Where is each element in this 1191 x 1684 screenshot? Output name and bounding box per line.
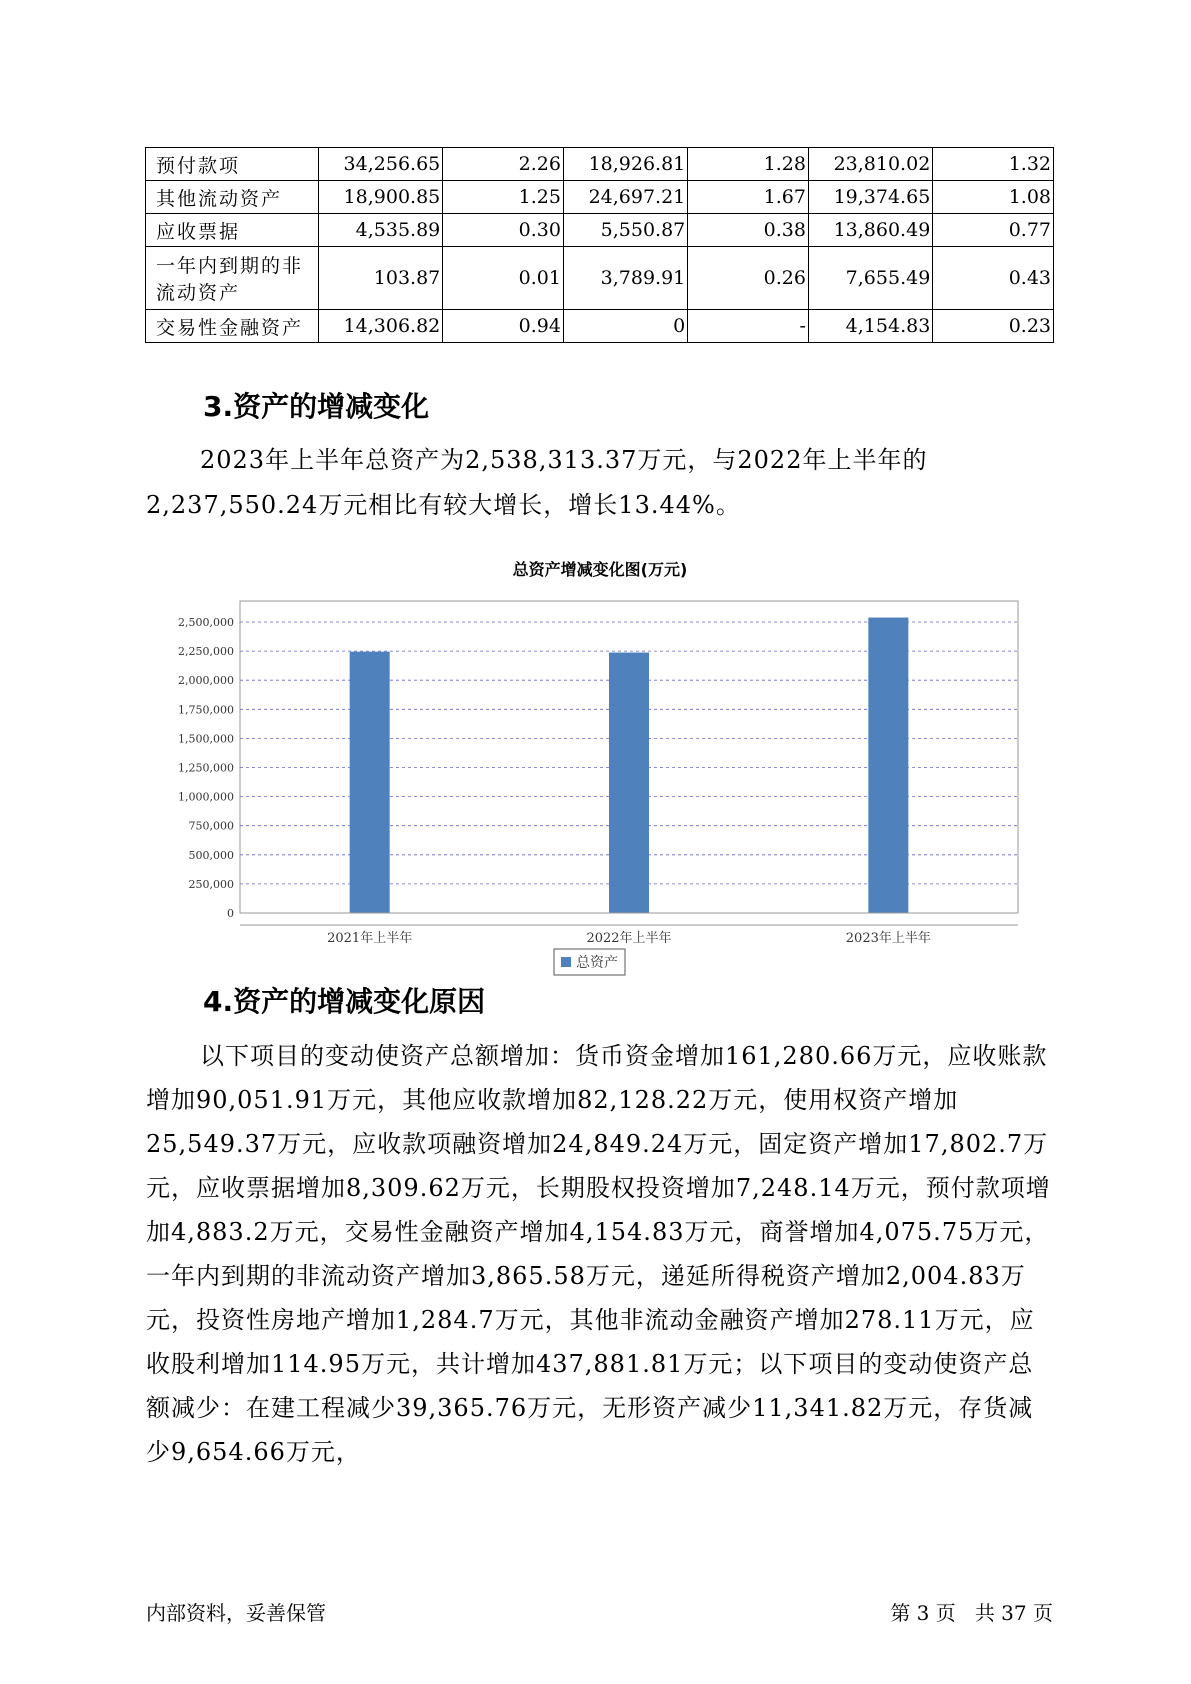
section4-heading: 4.资产的增减变化原因 <box>203 985 486 1018</box>
chart-svg <box>160 550 1040 1020</box>
y-tick-label: 1,000,000 <box>178 790 234 804</box>
section3-paragraph: 2023年上半年总资产为2,538,313.37万元，与2022年上半年的2,237,550.24万元相比有较大增长，增长13.44%。 <box>146 446 928 519</box>
table-cell: 34,256.65 <box>318 148 442 181</box>
table-cell: 0.77 <box>933 214 1054 247</box>
x-tick-label: 2021年上半年 <box>327 931 413 946</box>
legend-label: 总资产 <box>576 955 618 971</box>
footer-left: 内部资料，妥善保管 <box>146 1601 326 1625</box>
table-cell: 4,535.89 <box>318 214 442 247</box>
table-cell: 18,900.85 <box>318 181 442 214</box>
y-tick-label: 2,250,000 <box>178 645 234 659</box>
chart-title: 总资产增减变化图(万元) <box>512 560 688 579</box>
x-tick-label: 2022年上半年 <box>586 931 672 946</box>
total-assets-chart <box>160 550 1040 1020</box>
table-cell: 7,655.49 <box>808 247 932 310</box>
row-label: 一年内到期的非流动资产 <box>146 247 319 310</box>
table-cell: 1.25 <box>443 181 564 214</box>
table-cell: 0.38 <box>688 214 809 247</box>
y-tick-label: 1,500,000 <box>178 732 234 746</box>
y-tick-label: 1,250,000 <box>178 761 234 775</box>
table-cell: 0.94 <box>443 310 564 343</box>
y-tick-label: 750,000 <box>188 819 234 833</box>
table-cell: 4,154.83 <box>808 310 932 343</box>
row-label: 交易性金融资产 <box>146 310 319 343</box>
table-cell: 2.26 <box>443 148 564 181</box>
table-cell: - <box>688 310 809 343</box>
legend-swatch <box>561 957 571 967</box>
table-row <box>146 181 1054 214</box>
x-tick-label: 2023年上半年 <box>845 931 931 946</box>
bar <box>350 652 390 913</box>
table-cell: 0.01 <box>443 247 564 310</box>
table-cell: 0 <box>563 310 687 343</box>
table-row <box>146 214 1054 247</box>
table-cell: 18,926.81 <box>563 148 687 181</box>
row-label: 应收票据 <box>146 214 319 247</box>
table-cell: 23,810.02 <box>808 148 932 181</box>
table-row <box>146 310 1054 343</box>
table-cell: 13,860.49 <box>808 214 932 247</box>
y-tick-label: 250,000 <box>188 877 234 891</box>
table-cell: 19,374.65 <box>808 181 932 214</box>
footer-page-number: 第 3 页 共 37 页 <box>890 1601 1053 1625</box>
y-tick-label: 0 <box>227 907 234 920</box>
asset-table <box>145 147 1054 343</box>
table-cell: 14,306.82 <box>318 310 442 343</box>
row-label: 预付款项 <box>146 148 319 181</box>
bar <box>609 653 649 913</box>
y-tick-label: 2,000,000 <box>178 674 234 688</box>
row-label: 其他流动资产 <box>146 181 319 214</box>
table-cell: 0.23 <box>933 310 1054 343</box>
y-tick-label: 2,500,000 <box>178 616 234 629</box>
table-cell: 1.08 <box>933 181 1054 214</box>
table-cell: 1.32 <box>933 148 1054 181</box>
table-cell: 5,550.87 <box>563 214 687 247</box>
table-cell: 3,789.91 <box>563 247 687 310</box>
table-row <box>146 148 1054 181</box>
table-cell: 0.30 <box>443 214 564 247</box>
y-tick-label: 500,000 <box>188 848 234 862</box>
table-cell: 1.67 <box>688 181 809 214</box>
table-cell: 0.43 <box>933 247 1054 310</box>
section3-heading: 3.资产的增减变化 <box>203 390 430 423</box>
y-tick-label: 1,750,000 <box>178 703 234 717</box>
table-cell: 103.87 <box>318 247 442 310</box>
table-cell: 0.26 <box>688 247 809 310</box>
section4-paragraph: 以下项目的变动使资产总额增加：货币资金增加161,280.66万元，应收账款增加90,051.91万元，其他应收款增加82,128.22万元，使用权资产增加25,549.37万元，应收款项融资增加24,849.24万元，固定资产增加17,802.7万元，应收票据增加8,309.62万元，长期股权投资增加7,248.14万元，预付款项增加4,883.2万元，交易性金融资产增加4,154.83万元，商誉增加4,075.75万元，一年内到期的非流动资产增加3,865.58万元，递延所得税资产增加2,004.83万元，投资性房地产增加1,284.7万元，其他非流动金融资产增加278.11万元，应收股利增加114.95万元，共计增加437,881.81万元；以下项目的变动使资产总额减少：在建工程减少39,365.76万元，无形资产减少11,341.82万元，存货减少9,654.66万元， <box>146 1042 1051 1466</box>
legend <box>554 949 625 975</box>
table-cell: 1.28 <box>688 148 809 181</box>
bar <box>868 618 908 913</box>
table-cell: 24,697.21 <box>563 181 687 214</box>
table-row <box>146 247 1054 310</box>
